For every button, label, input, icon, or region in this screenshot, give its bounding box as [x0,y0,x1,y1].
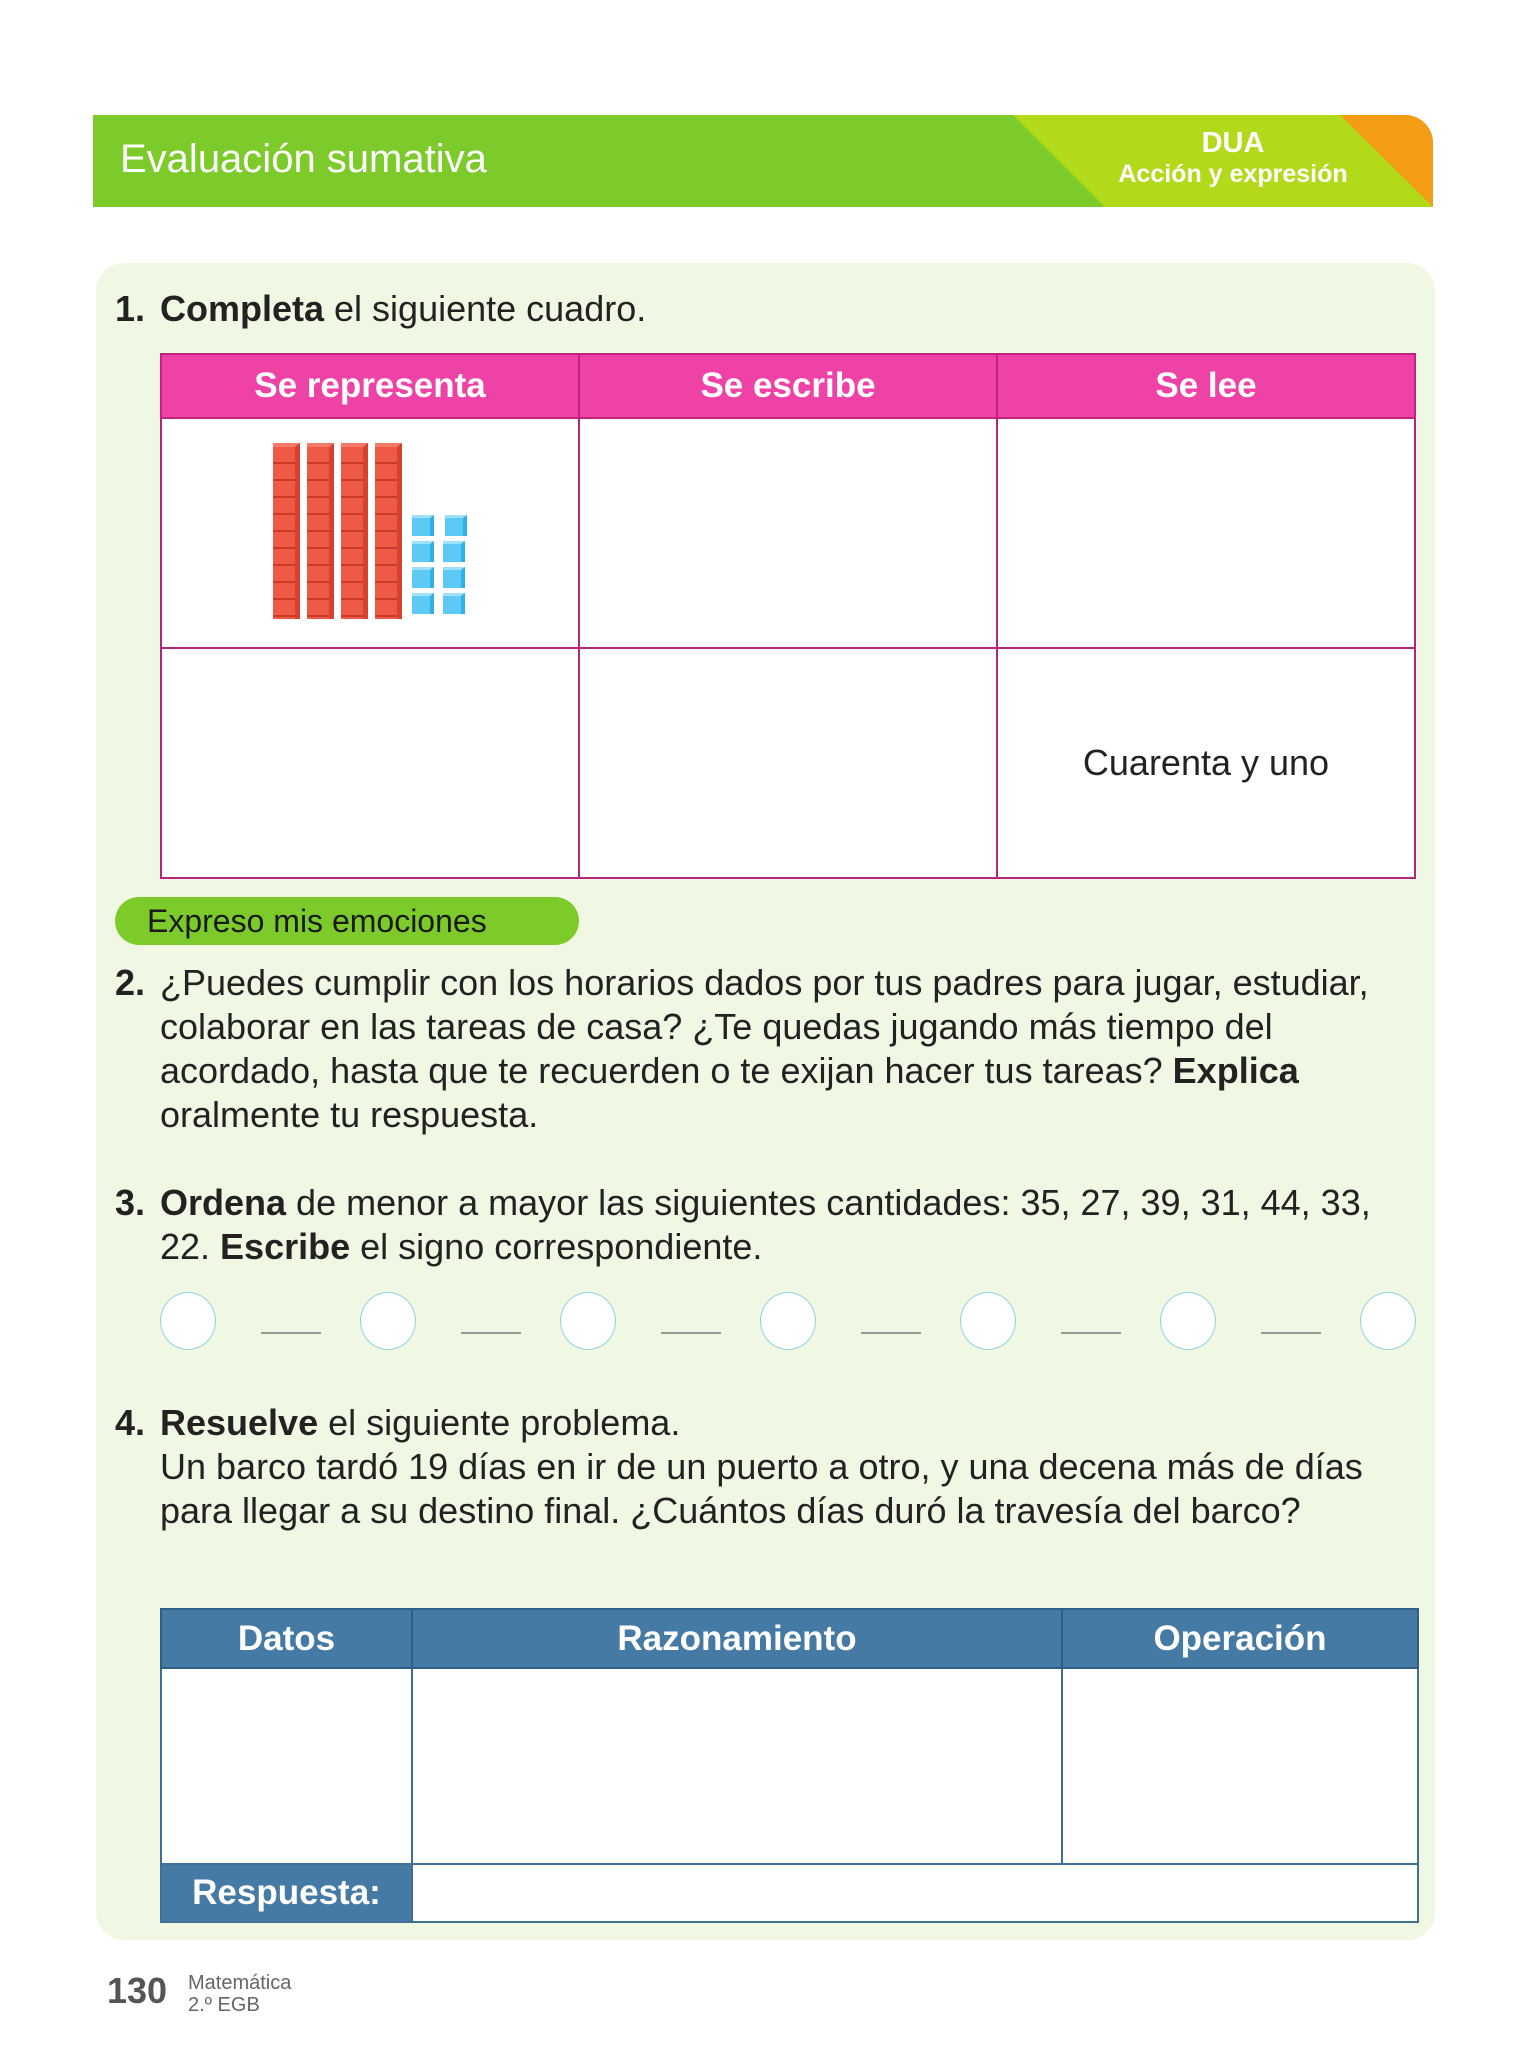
question-3 [115,1181,1435,1267]
cell-read-2: Cuarenta y uno [997,648,1415,878]
unit-cube [443,567,465,588]
number-circle[interactable] [160,1292,216,1350]
question-number: 3. [115,1182,146,1223]
instruction-verb: Ordena [160,1182,287,1223]
ten-rod [341,443,368,619]
instruction-verb: Escribe [220,1226,351,1267]
cell-represent-1 [161,418,579,648]
sign-blank[interactable] [861,1332,921,1334]
col-header-operation: Operación [1062,1609,1418,1668]
unit-cube [412,567,434,588]
answer-label: Respuesta: [161,1864,412,1922]
instruction-verb: Completa [160,288,325,329]
number-circle[interactable] [960,1292,1016,1350]
unit-cube [443,541,465,562]
cell-represent-2[interactable] [161,648,579,878]
question-number: 4. [115,1402,146,1443]
question-text: oralmente tu respuesta. [160,1094,539,1135]
question-number: 1. [115,288,146,329]
problem-table [160,1608,1419,1923]
question-number: 2. [115,962,146,1003]
number-circle[interactable] [1360,1292,1416,1350]
ten-rod [273,443,300,619]
footer-subject [188,1972,291,2016]
dua-badge [1093,127,1373,189]
unit-cube [412,593,434,614]
instruction-verb: Resuelve [160,1402,319,1443]
ten-rod [375,443,402,619]
subject-name: Matemática [188,1972,292,1994]
col-header-reasoning: Razonamiento [412,1609,1062,1668]
col-header-data: Datos [161,1609,412,1668]
operation-cell[interactable] [1062,1668,1418,1864]
sign-blank[interactable] [261,1332,321,1334]
emotions-tag: Expreso mis emociones [115,897,579,945]
instruction-text: el siguiente cuadro. [324,288,647,329]
question-1 [115,287,1435,331]
unit-cube [445,515,467,536]
unit-cube [412,541,434,562]
sign-blank[interactable] [461,1332,521,1334]
problem-text: Un barco tardó 19 días en ir de un puerto a otro, y una decena más de días para llegar a su destino final. ¿Cuántos días duró la travesía del barco? [160,1446,1363,1531]
answer-cell[interactable] [412,1864,1418,1922]
reasoning-cell[interactable] [412,1668,1062,1864]
cell-write-1[interactable] [579,418,997,648]
col-header-write: Se escribe [579,354,997,418]
sign-blank[interactable] [1261,1332,1321,1334]
question-text: de menor a mayor las siguientes cantidades: 35, 27, 39, 31, 44, 33, 22. [160,1182,1371,1267]
grade-level: 2.º EGB [188,1994,260,2016]
page-number: 130 [107,1970,168,2011]
number-circle[interactable] [560,1292,616,1350]
question-text: el siguiente problema. [318,1402,681,1443]
unit-cube [412,515,434,536]
cell-read-1[interactable] [997,418,1415,648]
sign-blank[interactable] [1061,1332,1121,1334]
section-title: Evaluación sumativa [120,137,487,181]
question-text: el signo correspondiente. [350,1226,763,1267]
section-header [93,115,1433,207]
sign-blank[interactable] [661,1332,721,1334]
col-header-represent: Se representa [161,354,579,418]
data-cell[interactable] [161,1668,412,1864]
col-header-read: Se lee [997,354,1415,418]
ten-rod [307,443,334,619]
number-circle[interactable] [1160,1292,1216,1350]
number-circle[interactable] [760,1292,816,1350]
dua-subtitle: Acción y expresión [1118,160,1348,188]
question-text: ¿Puedes cumplir con los horarios dados por tus padres para jugar, estudiar, colaborar en las tareas de casa? ¿Te quedas jugando más tiempo del acordado, hasta que te recuerden o te exijan hacer tus tareas? [160,962,1369,1091]
dua-label: DUA [1201,127,1265,159]
cell-write-2[interactable] [579,648,997,878]
question-4 [115,1401,1435,1531]
unit-cube [443,593,465,614]
number-circle[interactable] [360,1292,416,1350]
question-2 [115,961,1435,1135]
instruction-verb: Explica [1172,1050,1299,1091]
